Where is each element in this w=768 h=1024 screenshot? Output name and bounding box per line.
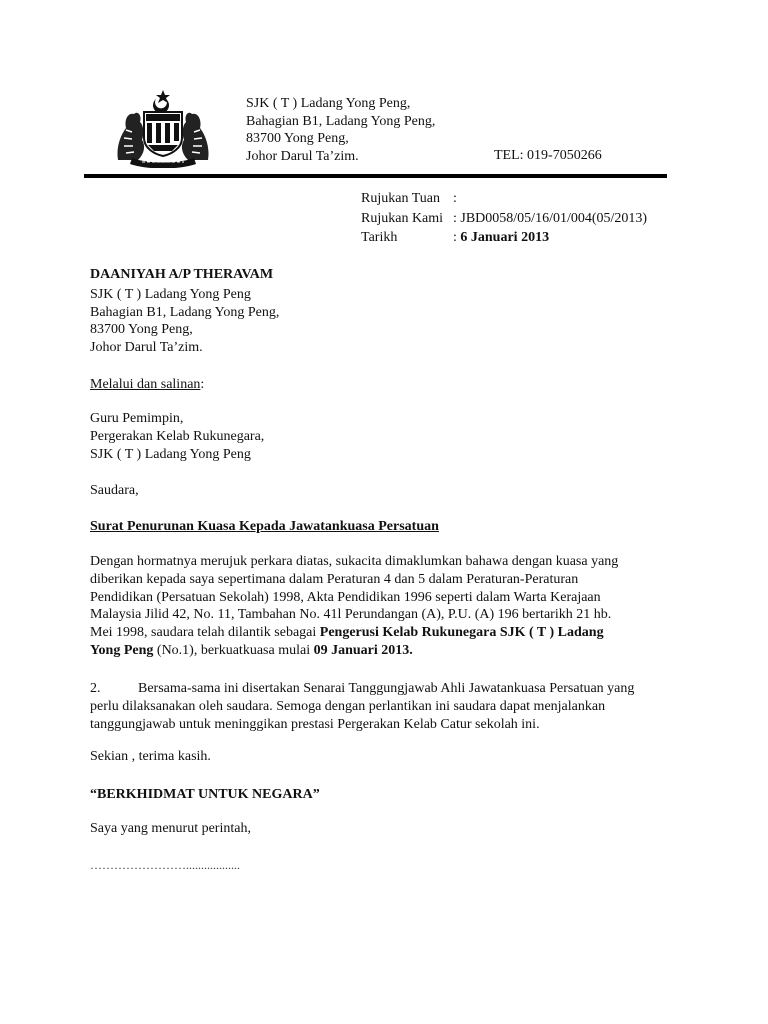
cc-address-line: SJK ( T ) Ladang Yong Peng — [90, 447, 251, 462]
sign-off: Saya yang menurut perintah, — [90, 821, 251, 836]
recipient-address-line: Bahagian B1, Ladang Yong Peng, — [90, 305, 280, 320]
coat-of-arms-logo — [112, 90, 214, 168]
school-name: SJK ( T ) Ladang Yong Peng, — [246, 96, 411, 111]
tarikh-row — [361, 230, 549, 246]
paragraph-line: Dengan hormatnya merujuk perkara diatas, sukacita dimaklumkan bahawa dengan kuasa yang — [90, 554, 619, 569]
paragraph-1 — [90, 553, 680, 660]
school-address-line: Johor Darul Ta’zim. — [246, 149, 359, 165]
paragraph-2 — [90, 680, 680, 733]
rujukan-tuan-row — [361, 191, 457, 207]
cc-heading — [90, 377, 204, 393]
recipient-address-line: 83700 Yong Peng, — [90, 322, 193, 337]
paragraph-line: Malaysia Jilid 42, No. 11, Tambahan No. 41l Perundangan (A), P.U. (A) 196 bertarikh 21 hb. — [90, 607, 612, 623]
appointment-title: Pengerusi Kelab Rukunegara SJK ( T ) Ladang — [319, 625, 604, 641]
rujukan-tuan-label: Rujukan Tuan — [361, 191, 440, 206]
recipient-address-line: SJK ( T ) Ladang Yong Peng — [90, 287, 251, 302]
rujukan-kami-value: : JBD0058/05/16/01/004(05/2013) — [453, 211, 648, 226]
paragraph-line: perlu dilaksanakan oleh saudara. Semoga dengan perlantikan ini saudara dapat menjalankan — [90, 698, 606, 714]
telephone-number: TEL: 019-7050266 — [494, 148, 602, 163]
tarikh-colon: : — [453, 230, 457, 245]
paragraph-text: (No.1), berkuatkuasa mulai — [153, 642, 314, 658]
paragraph-text: Bersama-sama ini disertakan Senarai Tanggungjawab Ahli Jawatankuasa Persatuan yang — [138, 681, 635, 696]
letter-subject: Surat Penurunan Kuasa Kepada Jawatankuasa Persatuan — [90, 519, 439, 534]
closing-remark: Sekian , terima kasih. — [90, 749, 211, 764]
motto: “BERKHIDMAT UNTUK NEGARA” — [90, 787, 320, 802]
cc-address-line: Pergerakan Kelab Rukunegara, — [90, 429, 265, 444]
tarikh-value: 6 Januari 2013 — [460, 230, 550, 245]
paragraph-line: diberikan kepada saya sepertimana dalam Peraturan 4 dan 5 dalam Peraturan-Peraturan — [90, 571, 579, 587]
school-address-block — [246, 95, 435, 166]
paragraph-line — [90, 624, 680, 642]
paragraph-line — [90, 642, 680, 660]
rujukan-kami-label: Rujukan Kami — [361, 211, 444, 226]
tarikh-label: Tarikh — [361, 230, 398, 245]
paragraph-line: tanggungjawab untuk meninggikan prestasi Pergerakan Kelab Catur sekolah ini. — [90, 716, 540, 732]
signature-line: …………………….................. — [90, 858, 240, 872]
paragraph-line — [90, 680, 680, 698]
cc-address-line: Guru Pemimpin, — [90, 411, 184, 426]
school-address-line: Bahagian B1, Ladang Yong Peng, — [246, 113, 436, 129]
school-address-line: 83700 Yong Peng, — [246, 131, 349, 147]
effective-date: 09 Januari 2013. — [313, 642, 413, 658]
paragraph-number: 2. — [90, 681, 101, 696]
recipient-name: DAANIYAH A/P THERAVAM — [90, 267, 274, 282]
paragraph-line: Pendidikan (Persatuan Sekolah) 1998, Akta Pendidikan 1996 seperti dalam Warta Kerajaan — [90, 589, 601, 605]
letterhead-divider — [84, 174, 667, 178]
rujukan-kami-row — [361, 211, 647, 227]
rujukan-tuan-value: : — [453, 191, 457, 206]
salutation: Saudara, — [90, 483, 139, 498]
cc-label: Melalui dan salinan — [90, 377, 201, 392]
recipient-address-line: Johor Darul Ta’zim. — [90, 340, 203, 355]
cc-colon: : — [200, 377, 205, 392]
appointment-title-continued: Yong Peng — [90, 642, 154, 658]
paragraph-text: Mei 1998, saudara telah dilantik sebagai — [90, 625, 320, 641]
